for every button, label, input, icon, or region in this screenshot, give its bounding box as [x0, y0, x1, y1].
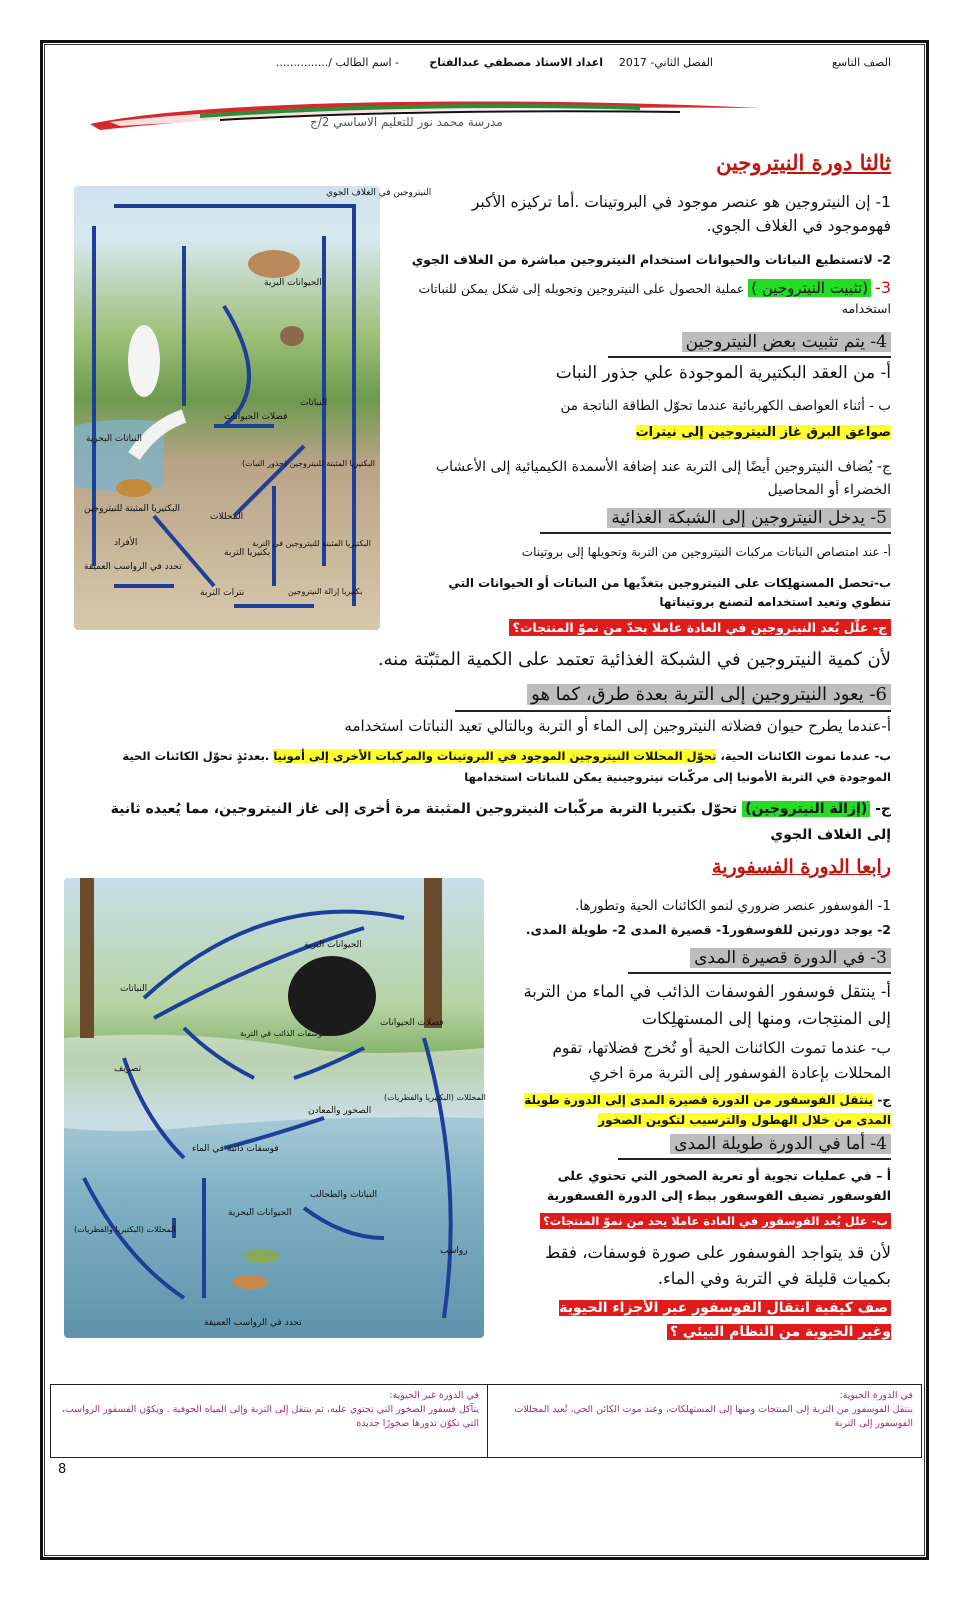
nitrogen-6c-pre: ج-: [875, 801, 891, 817]
pfig-label-sediments: رواسب: [440, 1246, 468, 1256]
nitrogen-6b-post: .بعدئذٍ تحوّل الكائنات الحية الموجودة في التربة الأمونيا إلى مركّبات نيتروجينية يمكن للنباتات استخدامها: [122, 749, 891, 784]
pfig-label-dissolved-phosphates: فوسفات ذائبة في الماء: [192, 1144, 279, 1154]
lightning-nitrate-highlight: صواعق البرق غاز النيتروجين إلى نيترات: [635, 425, 891, 440]
header-author: اعداد الاستاذ مصطفي عبدالفتاح: [429, 56, 603, 69]
table-biotic-heading: في الدورة الحيوية:: [839, 1390, 913, 1401]
nitrogen-6b: [91, 746, 891, 788]
table-abiotic-text: يتآكل فسفور الصخور التي تحتوي عليه، ثم ينتقل إلى التربة وإلى المياه الجوفية . ويكوّن الفسفور الرواسب، التي تكوّن تدورها صخورًا جديدة: [61, 1404, 479, 1429]
nitrogen-5a: أ- عند امتصاص النباتات مركبات النيتروجين من التربة وتحويلها إلى بروتينات: [521, 545, 891, 559]
table-abiotic-cell: [51, 1385, 487, 1457]
nitrogen-h5: 5- يدخل النيتروجين إلى الشبكة الغذائية: [607, 508, 891, 528]
pfig-label-rocks-minerals: الصخور والمعادن: [308, 1106, 372, 1116]
nfig-label-plants: النباتات: [300, 398, 328, 408]
nitrogen-h4-underline: [608, 356, 891, 358]
pfig-label-plants-algae: النباتات والطحالب: [310, 1190, 378, 1200]
phosphorus-h3: 3- في الدورة قصيرة المدى: [690, 948, 891, 968]
denitrification-term: (إزالة النيتروجين): [742, 801, 870, 817]
nfig-label-land-animals: الحيوانات البرية: [264, 278, 322, 288]
pfig-label-land-animals: الحيوانات البرية: [304, 940, 362, 950]
nfig-label-atmosphere: النيتروجين في الغلاف الجوي: [326, 188, 432, 198]
nfig-label-root-fixing-bacteria: البكتيريا المثبتة للنيتروجين (جذور النبات): [242, 459, 376, 468]
decomposers-ammonia-highlight: تحوّل المحللات النيتروجين الموجود في البروتينات والمركبات الأخرى إلى أمونيا: [273, 749, 717, 763]
nitrogen-5b: ب-تحصل المستهلِكات على النيتروجين بتغذّيها من النباتات أو الحيوانات التي تنطوي وتعيد استخدامه لتصنع بروتيناتها: [448, 576, 891, 609]
nitrogen-4b: ب - أثناء العواصف الكهربائية عندما تحوّل الطاقة الناتجة من: [560, 398, 891, 414]
nitrogen-fixation-term: (تثبيت النيتروجين ): [748, 279, 871, 297]
nitrogen-5c-row: [509, 620, 891, 635]
nitrogen-6a: أ-عندما يطرح حيوان فضلاته النيتروجين إلى الماء أو التربة وبالتالي تعيد النباتات استخدامه: [344, 717, 891, 735]
table-abiotic-heading: في الدورة غير الحيوية:: [389, 1390, 479, 1401]
phosphorus-4-answer: لأن قد يتواجد الفوسفور على صورة فوسفات، فقط بكميات قليلة في التربة وفي الماء.: [544, 1243, 891, 1288]
nitrogen-p3-number: 3-: [875, 278, 891, 297]
phosphorus-3b: ب- عندما تموت الكائنات الحية أو تُخرج فضلاتها، تقوم المحللات بإعادة الفوسفور إلى التربة مرة اخري: [552, 1039, 891, 1082]
nitrogen-limiting-question: ج- علّل يُعد النيتروجين في العادة عاملا يحدّ من نموّ المنتجات؟: [509, 619, 891, 636]
nitrogen-h6: 6- يعود النيتروجين إلى التربة بعدة طرق، كما هو: [527, 684, 891, 705]
nfig-label-soil-bacteria: بكتيريا التربة: [224, 548, 271, 558]
nfig-label-marine-plants: النباتات البحرية: [86, 434, 143, 444]
pfig-label-deep-sediments: تحدد في الرواسب العميقة: [204, 1318, 302, 1328]
nitrogen-6c-text: تحوّل بكتيريا التربة مركّبات النيتروجين المثبتة مرة أخرى إلى غاز النيتروجين، مما يُعيده ثانية إلى الغلاف الجوي: [110, 801, 891, 843]
nitrogen-6c: [91, 796, 891, 848]
nfig-label-soil-nitrates: نترات التربة: [200, 588, 245, 598]
pfig-label-marine-animals: الحيوانات البحرية: [228, 1208, 292, 1218]
pfig-label-marine-decomposers: المحللات (البكتيريا والفطريات): [74, 1225, 176, 1234]
phosphorus-cycle-figure: [64, 878, 484, 1338]
nfig-label-decomposers: المحللات: [210, 512, 244, 522]
nfig-label-deep-sediments: تحدد في الرواسب العميقة: [84, 562, 182, 572]
table-biotic-cell: [485, 1385, 921, 1457]
table-biotic-text: ينتقل الفوسفور من التربة إلى المنتجات ومنها إلى المستهلكات، وعند موت الكائن الحي، تُعيد المحللات الفوسفور إلى التربة: [514, 1404, 913, 1429]
nitrogen-4b-highlight-row: [636, 422, 891, 443]
phosphorus-h4-underline: [618, 1158, 891, 1160]
nitrogen-p3: [411, 278, 891, 319]
phosphorus-cycle-table: [50, 1384, 922, 1458]
phosphorus-h4: 4- أما في الدورة طويلة المدى: [670, 1134, 891, 1154]
phosphorus-p1: 1- الفوسفور عنصر ضروري لنمو الكائنات الحية وتطورها.: [575, 898, 891, 914]
nfig-label-denitrifying-bacteria: بكتيريا إزالة النيتروجين: [288, 587, 363, 596]
header-term: الفصل الثاني- 2017: [618, 56, 713, 69]
nitrogen-6b-pre: ب- عندما تموت الكائنات الحية،: [720, 749, 891, 763]
pfig-label-plants: النباتات: [120, 984, 148, 994]
phosphorus-p2: 2- يوجد دورتين للفوسفور1- قصيرة المدى 2- طويلة المدى.: [525, 922, 891, 937]
phosphorus-cycle-arrows: [64, 878, 484, 1338]
phosphorus-title: رابعا الدورة الفسفورية: [712, 856, 891, 878]
pfig-label-animal-waste: فضلات الحيوانات: [380, 1018, 444, 1028]
nitrogen-5-answer: لأن كمية النيتروجين في الشبكة الغذائية تعتمد على الكمية المثبّتة منه.: [377, 649, 891, 670]
header-grade: الصف التاسع: [832, 56, 891, 69]
nitrogen-title: ثالثا دورة النيتروجين: [716, 150, 891, 175]
nfig-label-individuals: الأفراد: [114, 538, 138, 548]
phosphorus-4a: أ – في عمليات تجوية أو تعرية الصخور التي تحتوي على الفوسفور تضيف الفوسفور ببطء إلى الدورة الفسفورية: [546, 1168, 891, 1203]
nitrogen-h4: 4- يتم تثبيت بعض النيتروجين: [682, 332, 891, 352]
short-to-long-cycle-highlight: ينتقل الفوسفور من الدورة قصيرة المدى إلى الدورة طويلة المدى من خلال الهطول والترسيب لتكوين الصخور: [524, 1093, 891, 1127]
nitrogen-h6-underline: [455, 710, 891, 712]
phosphorus-describe-question: صف كيفية انتقال الفوسفور عبر الأجزاء الحيوية وغير الحيوية من النظام البيئي ؟: [559, 1300, 891, 1340]
page-number: 8: [58, 1462, 67, 1477]
nfig-label-marine-fixing-bacteria: البكتيريا المثبتة للنيتروجين: [84, 504, 181, 514]
phosphorus-3c-pre: ج-: [877, 1093, 891, 1107]
phosphorus-4b-row: [540, 1214, 891, 1228]
nfig-label-animal-waste: فضلات الحيوانات: [224, 412, 288, 422]
header-student-name: - اسم الطالب /...............: [275, 56, 399, 69]
school-name: مدرسة محمد نور للتعليم الاساسي 2/ج: [310, 115, 503, 129]
nitrogen-h5-underline: [540, 532, 891, 534]
nitrogen-4a: أ- من العقد البكتيرية الموجودة علي جذور النبات: [555, 363, 891, 383]
phosphorus-limiting-question: ب- علل يُعد الفوسفور في العادة عاملا يحد من نموّ المنتجات؟: [540, 1213, 891, 1229]
pfig-label-runoff: تصريف: [114, 1064, 142, 1074]
nitrogen-p3-text: عملية الحصول على النيتروجين وتحويله إلى شكل يمكن للنباتات استخدامه: [418, 281, 891, 316]
pfig-label-soil-phosphate: الفوسفات الذائب في التربة: [240, 1029, 331, 1038]
nitrogen-4c: ج- يُضاف النيتروجين أيضًا إلى التربة عند إضافة الأسمدة الكيميائية إلى الأعشاب الخضراء أو المحاصيل: [435, 459, 891, 498]
pfig-label-land-decomposers: المحللات (البكتيريا والفطريات): [384, 1093, 486, 1102]
phosphorus-3a: أ- ينتقل فوسفور الفوسفات الذائب في الماء من التربة إلى المنتِجات، ومنها إلى المستهلِكات: [523, 982, 891, 1028]
nitrogen-p1: 1- إن النيتروجين هو عنصر موجود في البروتينات .أما تركيزه الأكبر فهوموجود في الغلاف الجوي.: [471, 193, 891, 235]
phosphorus-3c: [511, 1090, 891, 1130]
nitrogen-cycle-figure: [74, 186, 432, 630]
phosphorus-5-row: [541, 1296, 891, 1344]
nitrogen-p2: 2- لاتستطيع النباتات والحيوانات استخدام النيتروجين مباشرة من الغلاف الجوي: [411, 252, 891, 267]
phosphorus-h3-underline: [628, 972, 891, 974]
nfig-label-soil-fixing-bacteria: البكتيريا المثبتة للنيتروجين في التربة: [252, 539, 371, 548]
